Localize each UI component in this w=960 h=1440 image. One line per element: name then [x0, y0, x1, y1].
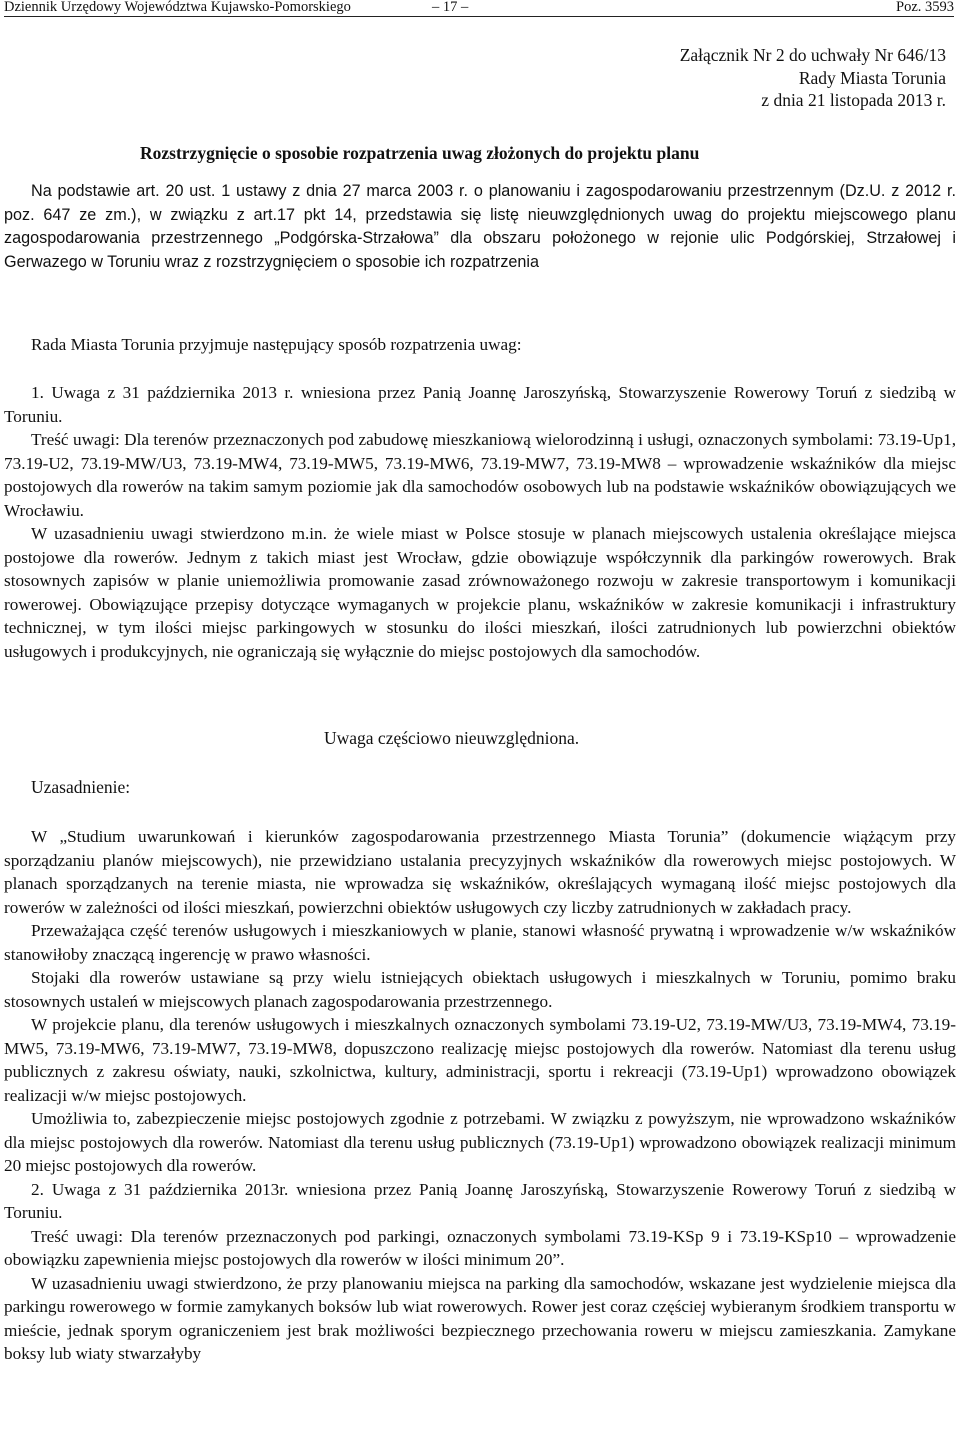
document-title: Rozstrzygnięcie o sposobie rozpatrzenia uwag złożonych do projektu planu [140, 143, 700, 163]
annex-line-3: z dnia 21 listopada 2013 r. [761, 90, 946, 110]
remark-2-heading: 2. Uwaga z 31 października 2013r. wniesiona przez Panią Joannę Jaroszyńską, Stowarzyszenie Rowerowy Toruń z siedzibą w Toruniu. [4, 1179, 956, 1222]
remark-1-content: Treść uwagi: Dla terenów przeznaczonych pod zabudowę mieszkaniową wielorodzinną i usługi, oznaczonych symbolami: 73.19-Up1, 73.19-U2, 73.19-MW/U3, 73.19-MW4, 73.19-MW5, 73.19-MW6, 73.19-MW7, 73.19-MW8 – wprowadzenie wskaźników dla miejsc postojowych dla rowerów na takim samym poziomie jak dla samochodów osobowych lub na podstawie wskaźników obowiązujących we Wrocławiu. [4, 430, 956, 520]
page-number: – 17 – [432, 0, 469, 15]
annex-line-2: Rady Miasta Torunia [798, 67, 946, 88]
intro-paragraph: Na podstawie art. 20 ust. 1 ustawy z dnia 27 marca 2003 r. o planowaniu i zagospodarowaniu przestrzennym (Dz.U. z 2012 r. poz. 647 ze zm.), w związku z art.17 pkt 14, przedstawia się listę nieuwzględnionych uwag do projektu miejscowego planu zagospodarowania przestrzennego „Podgórska-Strzałowa” dla obszaru położonego w rejonie ulic Podgórskiej, Strzałowej i Gerwazego w Toruniu wraz z rozstrzygnięciem o sposobie ich rozpatrzenia [4, 182, 956, 271]
remark-1-justification: W uzasadnieniu uwagi stwierdzono m.in. że wiele miast w Polsce stosuje w planach miejscowych ustalenia określające miejsca postojowe dla rowerów. Jednym z takich miast jest Wrocław, gdzie obowiązuje współczynnik dla parkingów rowerowych. Brak stosownych zapisów w planie uniemożliwia promowanie zasad zrównoważonego rozwoju w zakresie transportowym i komunikacji rowerowej. Obowiązujące przepisy dotyczące wymaganych w projekcie planu, wskaźników w zakresie komunikacji i infrastruktury technicznej, w tym ilości miejsc parkingowych w stosunku do ilości mieszkań, ilości zatrudnionych lub powierzchni obiektów usługowych i produkcyjnych, nie ograniczają się wyłącznie do miejsc postojowych dla samochodów. [4, 524, 956, 661]
remark-2-content: Treść uwagi: Dla terenów przeznaczonych pod parkingi, oznaczonych symbolami 73.19-KSp 9 i 73.19-KSp10 – wprowadzenie obowiązku zapewnienia miejsc postojowych dla rowerów w ilości minimum 20”. [4, 1226, 956, 1269]
reason-paragraph: Przeważająca część terenów usługowych i mieszkaniowych w planie, stanowi własność prywatną i wprowadzenie w/w wskaźników stanowiłoby znaczącą ingerencję w prawo własności. [4, 921, 956, 964]
remark-1-heading: 1. Uwaga z 31 października 2013 r. wniesiona przez Panią Joannę Jaroszyńską, Stowarzyszenie Rowerowy Toruń z siedzibą w Toruniu. [4, 383, 956, 426]
justification-label: Uzasadnienie: [31, 777, 131, 797]
reason-paragraph: Umożliwia to, zabezpieczenie miejsc postojowych zgodnie z potrzebami. W związku z powyższym, nie wprowadzono wskaźników dla miejsc postojowych dla rowerów. Natomiast dla terenu usług publicznych (73.19-Up1) wprowadzono obowiązek realizacji minimum 20 miejsc postojowych dla rowerów. [4, 1109, 956, 1175]
council-statement: Rada Miasta Torunia przyjmuje następujący sposób rozpatrzenia uwag: [31, 335, 522, 354]
position-number: Poz. 3593 [896, 0, 954, 15]
remark-1-verdict: Uwaga częściowo nieuwzględniona. [324, 728, 580, 748]
reason-paragraph: Stojaki dla rowerów ustawiane są przy wielu istniejących obiektach usługowych i mieszkalnych w Toruniu, pomimo braku stosownych ustaleń w miejscowych planach zagospodarowania przestrzennego. [4, 968, 956, 1011]
header-rule [4, 16, 954, 17]
remark-1 [4, 381, 956, 663]
page-header [4, 0, 954, 14]
annex-line-1: Załącznik Nr 2 do uchwały Nr 646/13 [679, 45, 946, 65]
reason-paragraph: W „Studium uwarunkowań i kierunków zagospodarowania przestrzennego Miasta Torunia” (dokumencie wiążącym przy sporządzaniu planów miejscowych), nie przewidziano ustalania precyzyjnych wskaźników dla rowerowych miejsc postojowych. W planach sporządzanych na terenie miasta, nie wprowadza się wskaźników, określających wymaganą ilość miejsc postojowych dla rowerów w zależności od ilości mieszkań, powierzchni obiektów usługowych czy liczby zatrudnionych w zakładach pracy. [4, 827, 956, 917]
journal-name: Dziennik Urzędowy Województwa Kujawsko-Pomorskiego [4, 0, 351, 15]
reason-paragraph: W projekcie planu, dla terenów usługowych i mieszkalnych oznaczonych symbolami 73.19-U2, 73.19-MW/U3, 73.19-MW4, 73.19-MW5, 73.19-MW6, 73.19-MW7, 73.19-MW8, dopuszczono realizację miejsc postojowych dla rowerów. Natomiast dla terenu usług publicznych z zakresu oświaty, nauki, szkolnictwa, kultury, administracji, sportu i rekreacji (73.19-Up1) wprowadzono obowiązek realizacji w/w miejsc postojowych. [4, 1015, 956, 1105]
annex-reference [680, 44, 946, 112]
remark-2-justification: W uzasadnieniu uwagi stwierdzono, że przy planowaniu miejsca na parking dla samochodów, wskazane jest wydzielenie miejsca dla parkingu rowerowego w formie zamykanych boksów lub wiat rowerowych. Rower jest coraz częściej wybieranym środkiem transportu w mieście, jednak sporym ograniczeniem jest brak możliwości bezpiecznego przechowania roweru w miejscu zamieszkania. Zamykane boksy lub wiaty stwarzałyby [4, 1273, 956, 1363]
remark-1-reasons [4, 825, 956, 1366]
